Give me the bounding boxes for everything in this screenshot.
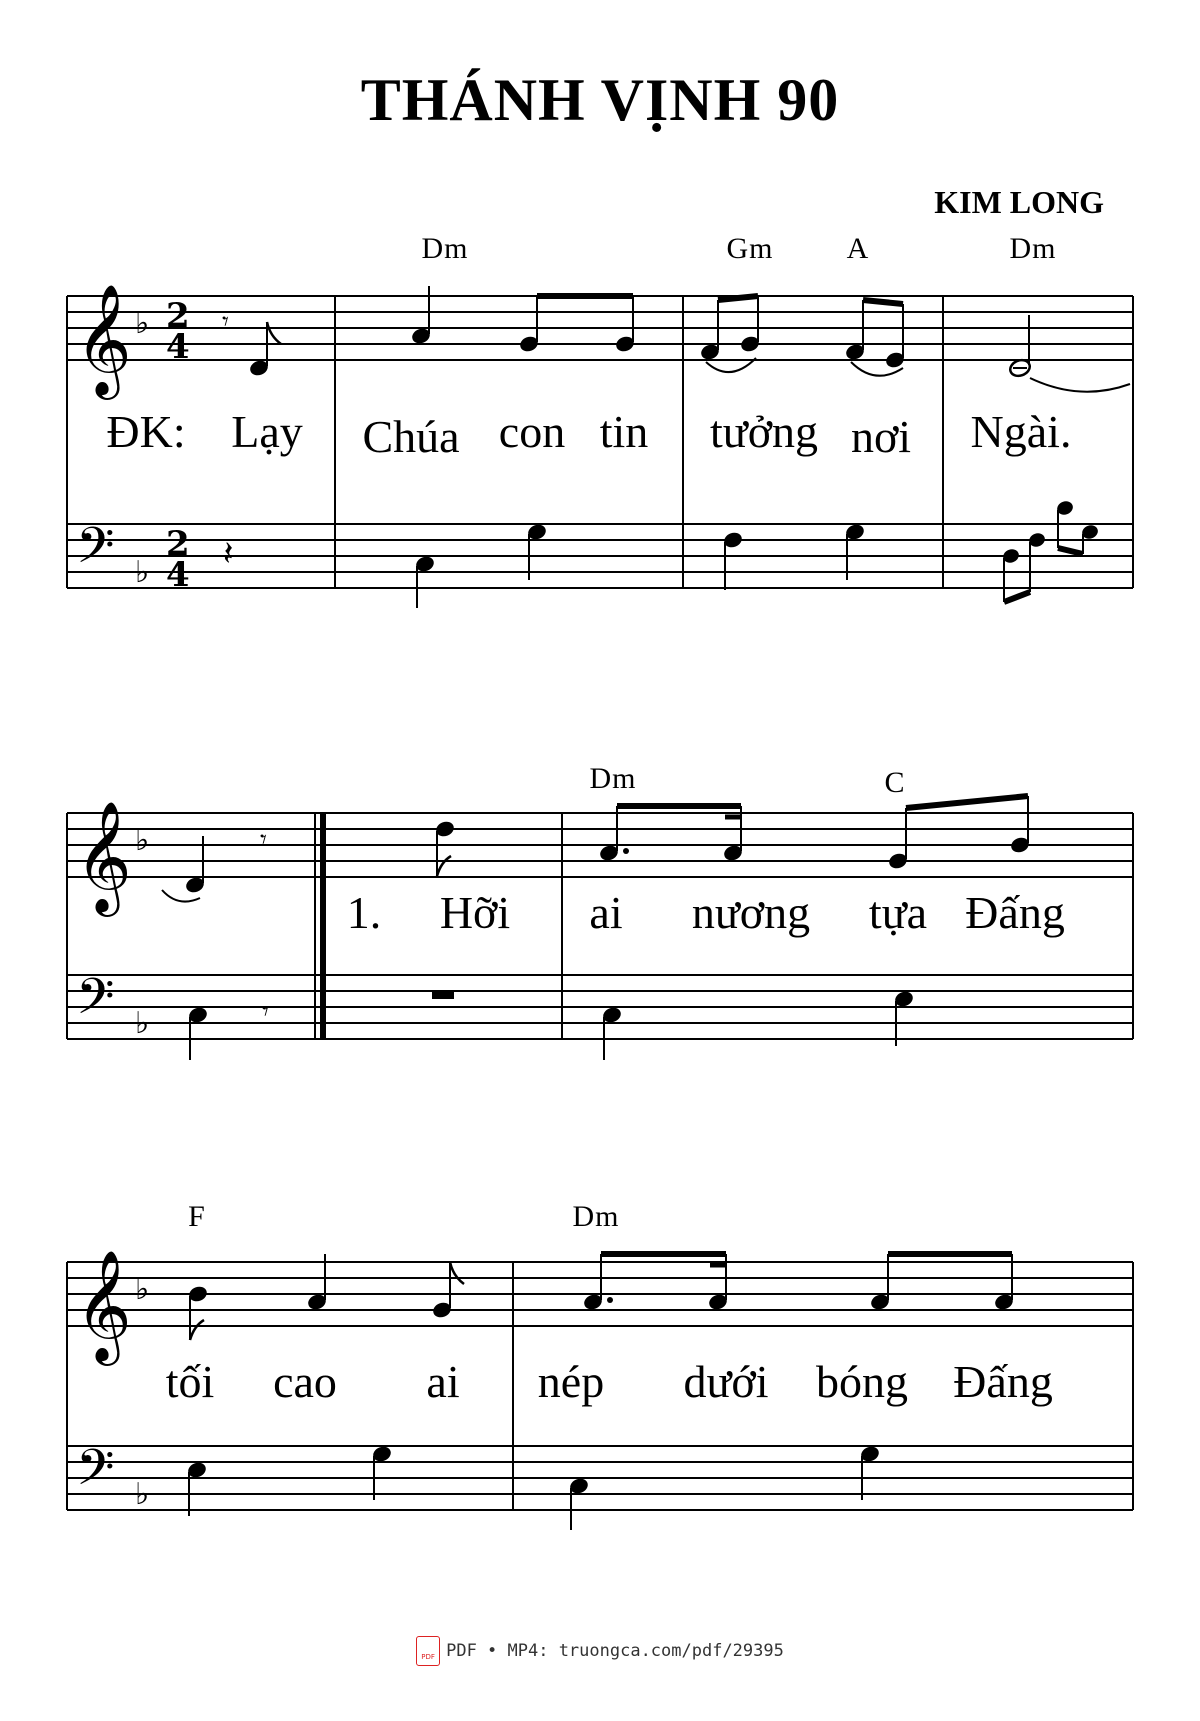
music-system-3 xyxy=(0,1220,1200,1540)
bass-clef-icon: 𝄢 xyxy=(76,968,115,1038)
note xyxy=(186,1460,208,1516)
flat-icon: ♭ xyxy=(135,823,150,858)
song-title: THÁNH VỊNH 90 xyxy=(360,67,840,133)
lyric-syllable: ai xyxy=(426,1356,460,1407)
music-system-2 xyxy=(0,780,1200,1100)
note xyxy=(1008,315,1130,392)
chord-symbol: Dm xyxy=(572,1200,620,1233)
chord-symbol: C xyxy=(884,766,906,799)
time-signature: 2 xyxy=(166,524,190,564)
lyric-syllable: ai xyxy=(589,887,623,938)
lyric-syllable: tối xyxy=(165,1356,215,1407)
whole-rest-icon xyxy=(432,991,454,999)
pdf-file-icon: PDF xyxy=(416,1636,440,1666)
chord-symbol: Gm xyxy=(726,232,774,265)
lyric-syllable: tựa xyxy=(868,887,928,938)
eighth-rest-icon: 𝄾 xyxy=(260,825,267,855)
lyric-syllable: nơi xyxy=(850,411,912,462)
treble-clef-icon: 𝄞 xyxy=(75,800,132,912)
lyric-syllable: tin xyxy=(599,406,649,457)
note xyxy=(434,819,456,876)
chord-symbol: Dm xyxy=(1009,232,1057,265)
bass-clef-icon: 𝄢 xyxy=(76,517,115,587)
lyric-syllable: Đấng xyxy=(953,1356,1053,1407)
time-signature: 4 xyxy=(166,555,190,595)
eighth-rest-icon: 𝄾 xyxy=(222,307,229,337)
lyric-syllable: Chúa xyxy=(362,411,460,462)
lyric-syllable: tưởng xyxy=(709,406,819,457)
flat-icon: ♭ xyxy=(135,555,150,590)
verse-number: 1. xyxy=(346,887,382,938)
note xyxy=(187,1005,209,1060)
note xyxy=(601,1005,623,1060)
flat-icon: ♭ xyxy=(135,1272,150,1307)
note xyxy=(431,1262,464,1320)
note xyxy=(371,1444,393,1500)
lyric-syllable: nương xyxy=(691,887,811,938)
lyric-syllable: Lạy xyxy=(231,406,303,457)
chord-symbol: Dm xyxy=(421,232,469,265)
lyric-syllable: nép xyxy=(537,1356,605,1407)
footer-link[interactable] xyxy=(0,1636,1200,1666)
lyric-syllable: Ngài. xyxy=(970,406,1072,457)
note xyxy=(722,530,744,590)
composer-name: KIM LONG xyxy=(934,184,1104,220)
flat-icon: ♭ xyxy=(135,306,150,341)
note-group xyxy=(887,796,1031,871)
chord-symbol: A xyxy=(846,232,870,265)
quarter-rest-icon: 𝄽 xyxy=(223,534,234,574)
note-group xyxy=(1001,499,1099,602)
note xyxy=(893,989,915,1046)
note xyxy=(859,1444,881,1500)
note xyxy=(248,322,281,378)
time-signature: 2 xyxy=(166,296,190,336)
note xyxy=(414,554,436,608)
lyric-syllable: Đấng xyxy=(965,887,1065,938)
lyric-syllable: Hỡi xyxy=(439,887,511,938)
flat-icon: ♭ xyxy=(135,1477,150,1512)
lyric-syllable: ĐK: xyxy=(106,406,186,457)
bass-clef-icon: 𝄢 xyxy=(76,1439,115,1509)
lyric-syllable: dưới xyxy=(683,1356,769,1407)
chord-symbol: Dm xyxy=(589,762,637,795)
lyric-syllable: bóng xyxy=(816,1356,908,1407)
music-system-1 xyxy=(0,0,1200,620)
flat-icon: ♭ xyxy=(135,1006,150,1041)
note xyxy=(410,286,432,346)
lyric-syllable: cao xyxy=(273,1356,337,1407)
note xyxy=(568,1476,590,1530)
time-signature: 4 xyxy=(166,327,190,367)
note-group xyxy=(518,296,636,354)
lyric-syllable: con xyxy=(498,406,566,457)
treble-clef-icon: 𝄞 xyxy=(75,1249,132,1361)
chord-symbol: F xyxy=(188,1200,206,1233)
note xyxy=(187,1284,209,1340)
treble-clef-icon: 𝄞 xyxy=(75,283,132,395)
footer-text: PDF • MP4: truongca.com/pdf/29395 xyxy=(446,1641,784,1661)
note-group xyxy=(598,806,744,863)
eighth-rest-icon: 𝄾 xyxy=(262,997,269,1027)
